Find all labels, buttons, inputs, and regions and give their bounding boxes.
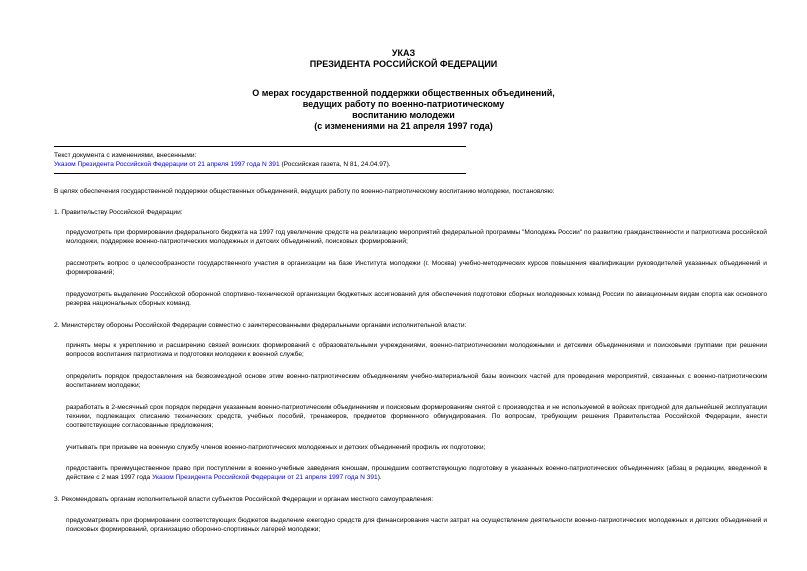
subtitle-line: О мерах государственной поддержки общественных объединений,	[252, 88, 555, 98]
subtitle-line: (с изменениями на 21 апреля 1997 года)	[314, 121, 493, 131]
section-2-item-e	[66, 464, 767, 482]
title-line: УКАЗ	[391, 48, 416, 58]
section-1-item-b: рассмотреть вопрос о целесообразности государственного участия в организации на базе Института молодежи (г. Москва) учебно-методических курсов повышения квалификации руководителей указанных объединений и формирований;	[66, 260, 767, 277]
section-2-item-d: учитывать при призыве на военную службу членов военно-патриотических молодежных и детских объединений профиль их подготовки;	[66, 444, 486, 451]
document-type-heading	[0, 48, 807, 70]
section-3-item-a: предусматривать при формировании соответствующих бюджетов выделение ежегодно средств для финансирования части затрат на осуществление деятельности военно-патриотических молодежных и детских объединений и поисковых формирований, организацию оборонно-спортивных лагерей молодежи;	[66, 517, 767, 534]
section-2-item-c: разработать в 2-месячный срок порядок передачи указанным военно-патриотическим объединениям и поисковым формированиям снятой с производства и не используемой в войсках пригодной для дальнейшей эксплуатации техники, подлежащих списанию технических средств, учебных пособий, тренажеров, предметов форменного обмундирования. По вопросам, требующим решения Правительства Российской Федерации, внести соответствующие согласованные предложения;	[66, 404, 767, 430]
amendment-source: (Российская газета, N 81, 24.04.97).	[279, 161, 391, 168]
amendment-intro: Текст документа с изменениями, внесенными:	[54, 152, 197, 159]
subtitle-line: ведущих работу по военно-патриотическому	[302, 99, 505, 109]
section-3-heading: 3. Рекомендовать органам исполнительной власти субъектов Российской Федерации и органам местного самоуправления:	[54, 496, 434, 503]
section-2-heading: 2. Министерству обороны Российской Федерации совместно с заинтересованными федеральными органами исполнительной власти:	[54, 322, 467, 329]
amendment-link-inline[interactable]: Указом Президента Российской Федерации от 21 апреля 1997 года N 391	[152, 474, 378, 482]
section-1-item-a: предусмотреть при формировании федерального бюджета на 1997 год увеличение средств на реализацию мероприятий федеральной программы "Молодежь России" по развитию гражданственности и патриотизма российской молодежи, поддержке военно-патриотических молодежных и детских объединений, поисковых формирований;	[66, 229, 767, 246]
amendment-reference	[54, 160, 391, 169]
document-title	[0, 88, 807, 132]
section-2-item-b: определить порядок предоставления на безвозмездной основе этим военно-патриотическим объединениям учебно-материальной базы воинских частей для проведения мероприятий, связанных с военно-патриотическим воспитанием молодежи;	[66, 373, 767, 390]
section-2-item-e-tail: ).	[377, 474, 382, 482]
amendment-link[interactable]: Указом Президента Российской Федерации от 21 апреля 1997 года N 391	[54, 161, 280, 168]
section-2-item-a: принять меры к укреплению и расширению связей воинских формирований с образовательными учреждениями, военно-патриотическими молодежными и детскими объединениями и поисковыми группами при решении вопросов воспитания патриотизма и подготовки молодежи к военной службе;	[66, 342, 767, 359]
section-1-heading: 1. Правительству Российской Федерации:	[54, 209, 183, 216]
title-line: ПРЕЗИДЕНТА РОССИЙСКОЙ ФЕДЕРАЦИИ	[309, 59, 498, 69]
section-1-item-c: предусмотреть выделение Российской оборонной спортивно-технической организации бюджетных ассигнований для обеспечения подготовки сборных молодежных команд России по авиационным видам спорта как основного резерва национальных сборных команд.	[66, 291, 767, 308]
preamble-paragraph: В целях обеспечения государственной поддержки общественных объединений, ведущих работу по военно-патриотическому воспитанию молодежи, постановляю:	[54, 188, 555, 195]
divider-bottom	[54, 173, 466, 174]
divider-top	[54, 146, 466, 147]
subtitle-line: воспитанию молодежи	[352, 110, 455, 120]
section-2-item-e-text: предоставить преимущественное право при поступлении в военно-учебные заведения юношам, прошедшим соответствующую подготовку в указанных военно-патриотических объединениях (абзац в редакции, введенной в действие с 2 мая 1997 года	[66, 465, 767, 482]
